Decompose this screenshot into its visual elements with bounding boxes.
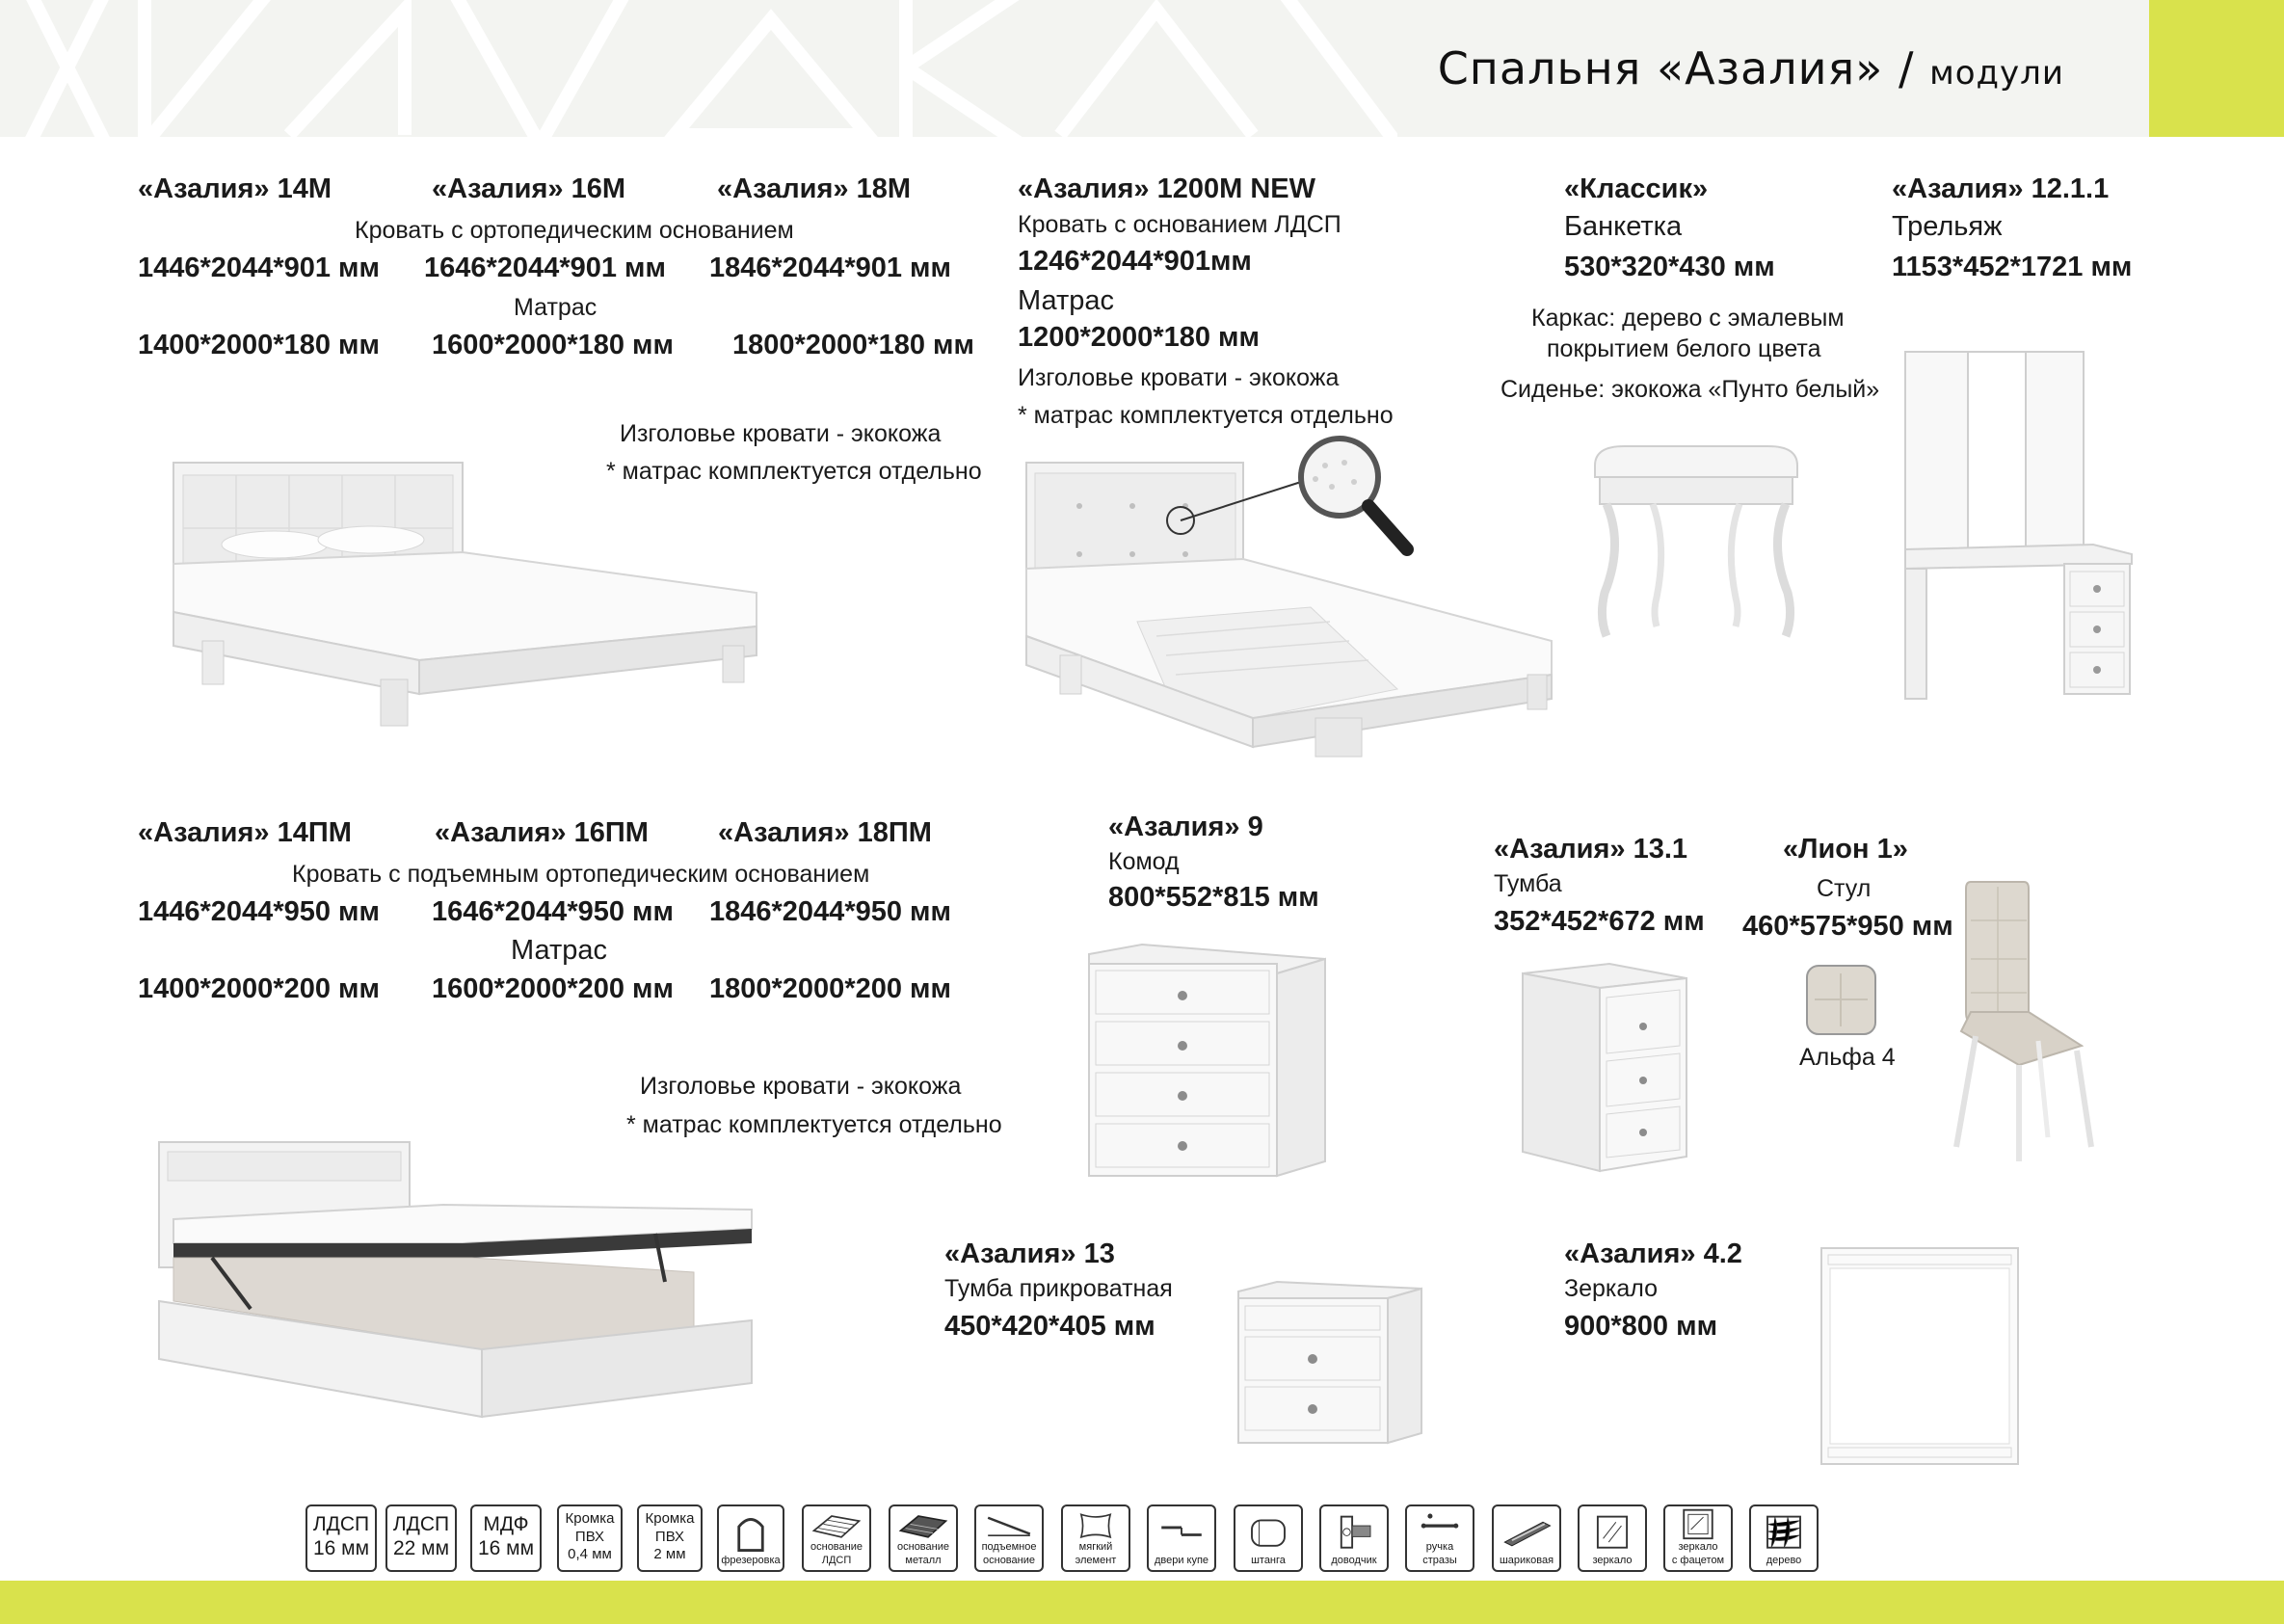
product-size: 1446*2044*950 мм [138, 896, 380, 927]
product-size: 450*420*405 мм [944, 1311, 1155, 1342]
page-title-main: Спальня «Азалия» [1437, 42, 1884, 94]
headboard-note: Изголовье кровати - экокожа [620, 420, 942, 447]
product-size: 800*552*815 мм [1108, 882, 1319, 913]
product-type: Кровать с ортопедическим основанием [355, 217, 794, 244]
legend-soft-element: мягкий элемент [1061, 1504, 1130, 1572]
mattress-label: Матрас [511, 935, 608, 966]
bed-14pm-image [154, 1137, 771, 1426]
product-size: 530*320*430 мм [1564, 252, 1775, 282]
bed-1200m-image [1022, 439, 1561, 766]
mirror-image [1819, 1245, 2021, 1467]
legend-lift-base: подъемное основание [974, 1504, 1044, 1572]
product-type: Банкетка [1564, 211, 1683, 242]
legend-facet-mirror: зеркало с фацетом [1663, 1504, 1733, 1572]
wood-icon [1751, 1506, 1817, 1556]
header-pattern [0, 0, 1397, 137]
legend-wood: дерево [1749, 1504, 1819, 1572]
footer-accent-bar [0, 1581, 2284, 1624]
page-title-slash: / [1898, 42, 1915, 94]
handle-icon [1407, 1506, 1473, 1542]
mattress-size: 1600*2000*200 мм [432, 973, 674, 1004]
product-name: «Азалия» 16М [432, 173, 626, 204]
mattress-note: * матрас комплектуется отдельно [1018, 402, 1394, 429]
mattress-label: Матрас [514, 294, 598, 321]
product-size: 1846*2044*901 мм [709, 253, 951, 283]
ball-slide-icon [1494, 1506, 1559, 1556]
product-size: 1646*2044*950 мм [432, 896, 674, 927]
product-size: 1846*2044*950 мм [709, 896, 951, 927]
product-name: «Азалия» 14ПМ [138, 817, 352, 848]
slat-base-icon [804, 1506, 869, 1542]
mattress-label: Матрас [1018, 285, 1115, 316]
product-type: Трельяж [1892, 211, 2003, 242]
mattress-size: 1200*2000*180 мм [1018, 322, 1260, 353]
product-type: Зеркало [1564, 1275, 1659, 1302]
mattress-size: 1800*2000*180 мм [732, 330, 974, 360]
product-type: Кровать с подъемным ортопедическим основанием [292, 861, 870, 888]
product-size: 900*800 мм [1564, 1311, 1718, 1342]
legend-soft-close: доводчик [1319, 1504, 1389, 1572]
product-type: Комод [1108, 848, 1180, 875]
legend-ball-slide: шариковая [1492, 1504, 1561, 1572]
page-subtitle: модули [1929, 54, 2064, 93]
product-name: «Азалия» 13.1 [1494, 834, 1688, 865]
product-size: 352*452*672 мм [1494, 906, 1705, 937]
legend-ldsp-22: ЛДСП 22 мм [385, 1504, 457, 1572]
bench-image [1585, 439, 1807, 646]
product-name: «Азалия» 4.2 [1564, 1238, 1742, 1269]
product-size: 1153*452*1721 мм [1892, 252, 2133, 282]
headboard-note: Изголовье кровати - экокожа [640, 1073, 962, 1100]
legend-milling: фрезеровка [717, 1504, 784, 1572]
legend-handle-rhinestones: ручка стразы [1405, 1504, 1474, 1572]
mattress-size: 1800*2000*200 мм [709, 973, 951, 1004]
product-name: «Азалия» 18ПМ [718, 817, 932, 848]
legend-rod: штанга [1234, 1504, 1303, 1572]
fabric-name: Альфа 4 [1799, 1044, 1896, 1071]
fabric-swatch [1805, 964, 1877, 1036]
pillow-icon [1063, 1506, 1129, 1542]
product-name: «Азалия» 1200М NEW [1018, 173, 1315, 204]
header-accent-block [2149, 0, 2284, 137]
bench-frame-note: покрытием белого цвета [1547, 335, 1821, 362]
legend-base-metal: основание металл [889, 1504, 958, 1572]
headboard-note: Изголовье кровати - экокожа [1018, 364, 1340, 391]
mattress-size: 1600*2000*180 мм [432, 330, 674, 360]
product-name: «Азалия» 13 [944, 1238, 1115, 1269]
mattress-note: * матрас комплектуется отдельно [606, 458, 982, 485]
mattress-size: 1400*2000*180 мм [138, 330, 380, 360]
product-name: «Лион 1» [1783, 834, 1908, 865]
product-name: «Классик» [1564, 173, 1709, 204]
mirror-icon [1580, 1506, 1645, 1556]
mattress-size: 1400*2000*200 мм [138, 973, 380, 1004]
product-size: 1646*2044*901 мм [424, 253, 666, 283]
rod-icon [1235, 1506, 1301, 1556]
product-type: Стул [1817, 875, 1872, 902]
chest-image [1084, 940, 1335, 1181]
bed-14m-image [169, 448, 766, 728]
mattress-note: * матрас комплектуется отдельно [626, 1111, 1002, 1138]
legend-mirror: зеркало [1578, 1504, 1647, 1572]
legend-sliding-doors: двери купе [1147, 1504, 1216, 1572]
product-name: «Азалия» 16ПМ [435, 817, 649, 848]
metal-base-icon [890, 1506, 956, 1542]
product-type: Тумба [1494, 870, 1562, 897]
product-type: Кровать с основанием ЛДСП [1018, 211, 1341, 238]
product-size: 1246*2044*901мм [1018, 246, 1252, 277]
facet-mirror-icon [1665, 1506, 1731, 1542]
product-name: «Азалия» 12.1.1 [1892, 173, 2110, 204]
chair-image [1952, 877, 2106, 1166]
bench-frame-note: Каркас: дерево с эмалевым [1531, 305, 1845, 332]
legend-mdf-16: МДФ 16 мм [470, 1504, 542, 1572]
legend-edge-2: Кромка ПВХ 2 мм [637, 1504, 703, 1572]
product-size: 1446*2044*901 мм [138, 253, 380, 283]
cabinet-image [1518, 959, 1691, 1176]
nightstand-image [1234, 1277, 1426, 1451]
product-size: 460*575*950 мм [1742, 911, 1953, 942]
product-name: «Азалия» 18М [717, 173, 912, 204]
bench-seat-note: Сиденье: экокожа «Пунто белый» [1501, 376, 1880, 403]
vanity-image [1900, 347, 2141, 704]
legend-base-ldsp: основание ЛДСП [802, 1504, 871, 1572]
sliding-door-icon [1149, 1506, 1214, 1556]
page-title [1438, 42, 2064, 94]
product-name: «Азалия» 14М [138, 173, 332, 204]
legend-ldsp-16: ЛДСП 16 мм [305, 1504, 377, 1572]
hinge-icon [1321, 1506, 1387, 1556]
lift-base-icon [976, 1506, 1042, 1542]
arch-icon [719, 1506, 783, 1556]
product-type: Тумба прикроватная [944, 1275, 1173, 1302]
product-name: «Азалия» 9 [1108, 812, 1263, 842]
legend-edge-04: Кромка ПВХ 0,4 мм [557, 1504, 623, 1572]
